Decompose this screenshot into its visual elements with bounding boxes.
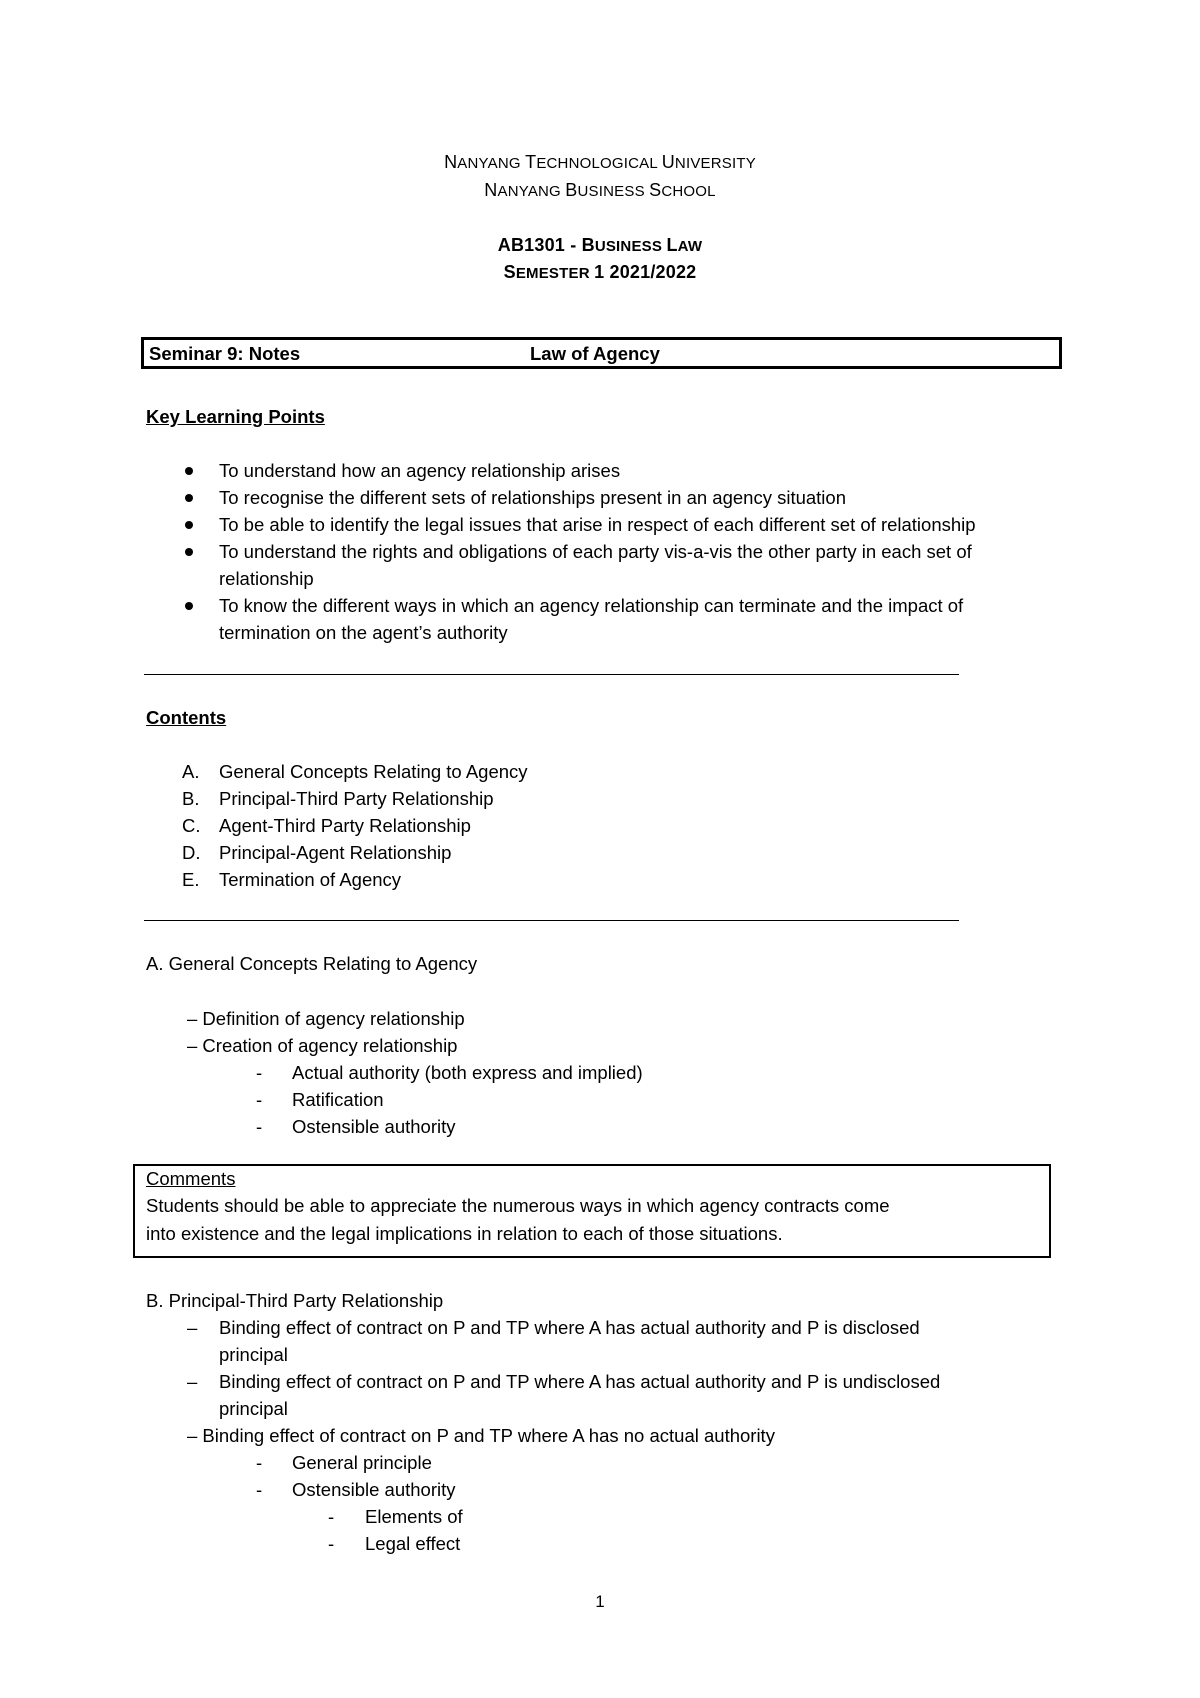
section-a-heading: A. General Concepts Relating to Agency [146, 953, 478, 974]
learning-point: To know the different ways in which an agency relationship can terminate and the impact of [219, 595, 964, 616]
section-a-item: – Creation of agency relationship [187, 1035, 458, 1056]
sub-dash: - [256, 1479, 263, 1500]
section-b-heading: B. Principal-Third Party Relationship [146, 1290, 444, 1311]
sub-dash: - [256, 1452, 263, 1473]
sub-dash: - [256, 1089, 263, 1110]
sub-dash: - [256, 1062, 263, 1083]
learning-point: To be able to identify the legal issues that arise in respect of each different set of relationship [219, 514, 976, 535]
contents-letter: B. [182, 788, 200, 809]
contents-item: Principal-Third Party Relationship [219, 788, 494, 809]
learning-point: To recognise the different sets of relationships present in an agency situation [219, 487, 846, 508]
sub-sub-dash: - [328, 1533, 335, 1554]
bullet-icon [185, 467, 193, 475]
section-b-item-continued: principal [219, 1344, 288, 1365]
contents-letter: D. [182, 842, 201, 863]
comments-line: Students should be able to appreciate the numerous ways in which agency contracts come [146, 1195, 890, 1216]
comments-title: Comments [146, 1168, 236, 1189]
university-name: NANYANG TECHNOLOGICAL UNIVERSITY [444, 152, 756, 172]
section-b-item-continued: principal [219, 1398, 288, 1419]
divider-line [144, 674, 959, 675]
contents-letter: A. [182, 761, 200, 782]
bullet-icon [185, 548, 193, 556]
key-learning-heading: Key Learning Points [146, 406, 325, 427]
comments-box [133, 1164, 1051, 1258]
contents-item: General Concepts Relating to Agency [219, 761, 528, 782]
contents-heading: Contents [146, 707, 227, 728]
learning-point: To understand the rights and obligations of each party vis-a-vis the other party in each set of [219, 541, 972, 562]
contents-item: Termination of Agency [219, 869, 402, 890]
contents-item: Agent-Third Party Relationship [219, 815, 471, 836]
school-name: NANYANG BUSINESS SCHOOL [484, 180, 716, 200]
bullet-icon [185, 602, 193, 610]
section-b-dash: – [187, 1317, 198, 1338]
section-b-subitem: Ostensible authority [292, 1479, 456, 1500]
section-b-dash: – [187, 1371, 198, 1392]
learning-point-continued: termination on the agent’s authority [219, 622, 508, 643]
seminar-topic: Law of Agency [530, 343, 660, 364]
section-b-item: Binding effect of contract on P and TP where A has actual authority and P is disclosed [219, 1317, 920, 1338]
semester-title: SEMESTER 1 2021/2022 [503, 262, 697, 282]
section-a-subitem: Actual authority (both express and implied) [292, 1062, 643, 1083]
section-b-item: – Binding effect of contract on P and TP where A has no actual authority [187, 1425, 775, 1446]
contents-letter: E. [182, 869, 200, 890]
contents-letter: C. [182, 815, 201, 836]
bullet-icon [185, 494, 193, 502]
sub-dash: - [256, 1116, 263, 1137]
comments-line: into existence and the legal implications in relation to each of those situations. [146, 1223, 783, 1244]
section-a-item: – Definition of agency relationship [187, 1008, 465, 1029]
learning-point-continued: relationship [219, 568, 314, 589]
course-title: AB1301 - BUSINESS LAW [497, 235, 703, 255]
seminar-label: Seminar 9: Notes [149, 343, 301, 364]
sub-sub-dash: - [328, 1506, 335, 1527]
section-a-subitem: Ratification [292, 1089, 384, 1110]
contents-item: Principal-Agent Relationship [219, 842, 452, 863]
bullet-icon [185, 521, 193, 529]
learning-point: To understand how an agency relationship arises [219, 460, 621, 481]
page-number: 1 [595, 1592, 605, 1611]
seminar-title-box [141, 337, 1062, 369]
section-b-subsubitem: Legal effect [365, 1533, 461, 1554]
section-a-subitem: Ostensible authority [292, 1116, 456, 1137]
divider-line [144, 920, 959, 921]
section-b-subitem: General principle [292, 1452, 432, 1473]
section-b-subsubitem: Elements of [365, 1506, 463, 1527]
section-b-item: Binding effect of contract on P and TP where A has actual authority and P is undisclosed [219, 1371, 941, 1392]
